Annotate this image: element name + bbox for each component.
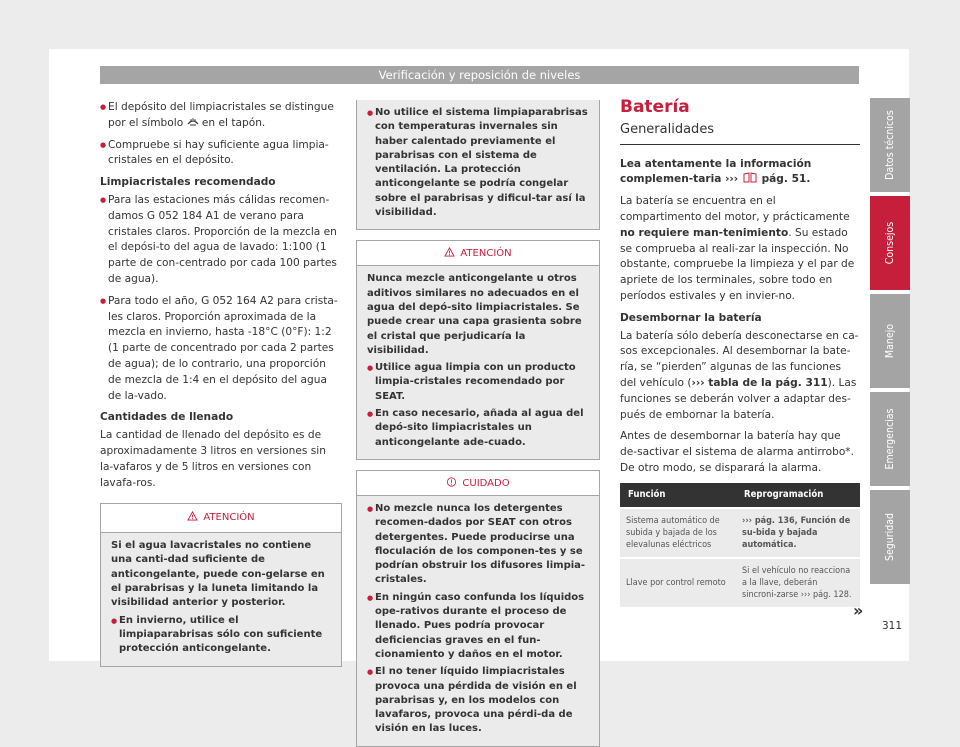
caution-title: CUIDADO <box>462 477 510 489</box>
caution-box-body <box>357 496 599 746</box>
paragraph: Si el agua lavacristales no contiene una canti-dad suficiente de anticongelante, puede con-gelarse en el parabrisas y la luneta limitando la visibilidad anterior y posterior. <box>111 540 325 609</box>
list-item: ● No mezcle nunca los detergentes recomen-dados por SEAT con otros detergentes. Puede producirse una floculación de los componen-tes y se podrían obstruir los difusores limpia-cristales. <box>367 502 589 588</box>
page-header: Verificación y reposición de niveles <box>100 66 859 84</box>
warning-box-body <box>357 266 599 459</box>
warning-box <box>356 240 600 460</box>
continue-mark: » <box>853 601 864 620</box>
caution-box-header <box>357 471 599 496</box>
text: . Su estado se comprueba al reali-zar la inspección. No obstante, compruebe la limpieza y el par de apriete de los terminales, sobre todo en períodos estivales y en invier-no. <box>620 226 855 302</box>
warning-box-body <box>101 533 341 665</box>
tab-manejo[interactable] <box>870 294 910 388</box>
column-3 <box>620 97 860 607</box>
section-subtitle: Generalidades <box>620 122 860 145</box>
list-item: ● Para todo el año, G 052 164 A2 para crista-les claros. Proporción aproximada de la mezcla en invierno, hasta -18°C (0°F): 1:2 (1 parte de concentrado por cada 2 partes de agua); de lo contrario, una proporción de mezcla de 1:4 en el depósito del agua de la-vado. <box>100 294 342 405</box>
text: La batería sólo debería desconectarse en ca-sos excepcionales. Al desembornar la bate-ría, se “pierden” algunas de las funciones del vehículo ( <box>620 329 859 389</box>
tab-label: Manejo <box>884 323 896 359</box>
tab-label: Seguridad <box>884 512 896 562</box>
page-link[interactable]: pág. 51 <box>761 173 807 186</box>
table-row <box>620 508 860 558</box>
intro-paragraph: Lea atentamente la información complemen-taria ››› pág. 51. <box>620 157 812 186</box>
list-item: ● En ningún caso confunda los líquidos ope-rativos durante el proceso de llenado. Pues podría provocar deficiencias graves en el fun-cionamiento y daños en el motor. <box>367 591 589 662</box>
text: Lea atentamente la información complemen-taria ››› <box>620 157 812 186</box>
list-item: ● En invierno, utilice el limpiaparabrisas sólo con suficiente protección anticongelante. <box>111 614 331 657</box>
list-item: ● Para las estaciones más cálidas recomen-damos G 052 184 A1 de verano para cristales claros. Proporción de la mezcla en el depósi-to del agua de lavado: 1:100 (1 parte de con-centrado por cada 100 partes de agua). <box>100 193 342 288</box>
text: La batería se encuentra en el compartimento del motor, y prácticamente <box>620 195 850 223</box>
tab-label: Consejos <box>884 221 896 265</box>
text: en el tapón. <box>198 116 266 129</box>
table-row <box>620 558 860 607</box>
table-header: Función <box>620 483 736 508</box>
list-item: ● No utilice el sistema limpiaparabrisas con temperaturas invernales sin haber calentado previamente el parabrisas con el sistema de ventilación. La protección anticongelante se podría congelar sobre el parabrisas y dificul-tar así la visibilidad. <box>367 106 589 220</box>
list-item: ● El no tener líquido limpiacristales provoca una pérdida de visión en el parabrisas y, en los modelos con lavafaros, provoca una pérdi-da de visión en las luces. <box>367 665 589 736</box>
list-item: ● Utilice agua limpia con un producto limpia-cristales recomendado por SEAT. <box>367 361 589 404</box>
book-icon <box>742 172 758 183</box>
emphasis: no requiere man-tenimiento <box>620 226 789 239</box>
warning-box-body <box>357 100 599 229</box>
warning-box-header <box>357 241 599 266</box>
reprogramming-table <box>620 483 860 607</box>
paragraph <box>620 194 860 305</box>
table-header: Reprogramación <box>736 483 860 508</box>
section-heading: Limpiacristales recomendado <box>100 176 276 189</box>
warning-title: ATENCIÓN <box>460 248 512 260</box>
caution-box <box>356 470 600 747</box>
tab-label: Datos técnicos <box>884 110 896 180</box>
paragraph: La cantidad de llenado del depósito es de aproximadamente 3 litros en versiones sin la-vafaros y de 5 litros en versiones con lavafa-ros. <box>100 429 326 489</box>
column-2 <box>356 100 600 747</box>
tab-seguridad[interactable] <box>870 490 910 584</box>
tab-label: Emergencias <box>884 408 896 470</box>
text: El depósito del limpiacristales se distingue por el símbolo <box>108 101 334 129</box>
column-1 <box>100 100 342 667</box>
list-item <box>100 100 342 132</box>
list-item: ● En caso necesario, añada al agua del depó-sito limpiacristales un anticongelante ade-cuado. <box>367 407 589 450</box>
list-item: ● Compruebe si hay suficiente agua limpia-cristales en el depósito. <box>100 138 342 170</box>
table-cell: ››› pág. 136, Función de su-bida y bajada automática. <box>736 508 860 558</box>
info-circle-icon <box>446 477 457 487</box>
warning-triangle-icon <box>187 511 198 521</box>
table-cell: Sistema automático de subida y bajada de los elevalunas eléctricos <box>620 508 736 558</box>
table-cell: Llave por control remoto <box>620 558 736 607</box>
table-cell: Si el vehículo no reacciona a la llave, deberán sincroni-zarse ››› pág. 128. <box>736 558 860 607</box>
warning-box <box>100 503 342 666</box>
table-link[interactable]: ››› tabla de la pág. 311 <box>691 376 828 389</box>
tab-datos-tecnicos[interactable] <box>870 98 910 192</box>
section-title: Batería <box>620 97 690 117</box>
page-number: 311 <box>882 620 903 632</box>
paragraph: Antes de desembornar la batería hay que de-sactivar el sistema de alarma antirrobo*. De otro modo, se disparará la alarma. <box>620 430 854 474</box>
section-heading: Cantidades de llenado <box>100 411 234 424</box>
warning-box-continued <box>356 100 600 230</box>
warning-box-header <box>101 504 341 533</box>
text: ). Las funciones se deberán volver a adaptar des-pués de embornar la batería. <box>620 376 857 421</box>
paragraph <box>620 329 860 424</box>
section-heading: Desembornar la batería <box>620 311 762 324</box>
washer-fluid-icon <box>187 117 199 127</box>
paragraph: Nunca mezcle anticongelante u otros aditivos similares no adecuados en el agua del depó-sito limpiacristales. Se puede crear una capa grasienta sobre el cristal que perjudicaría la visibilidad. <box>367 273 582 356</box>
warning-title: ATENCIÓN <box>203 512 255 524</box>
warning-triangle-icon <box>444 247 455 257</box>
tab-emergencias[interactable] <box>870 392 910 486</box>
tab-consejos[interactable] <box>870 196 910 290</box>
